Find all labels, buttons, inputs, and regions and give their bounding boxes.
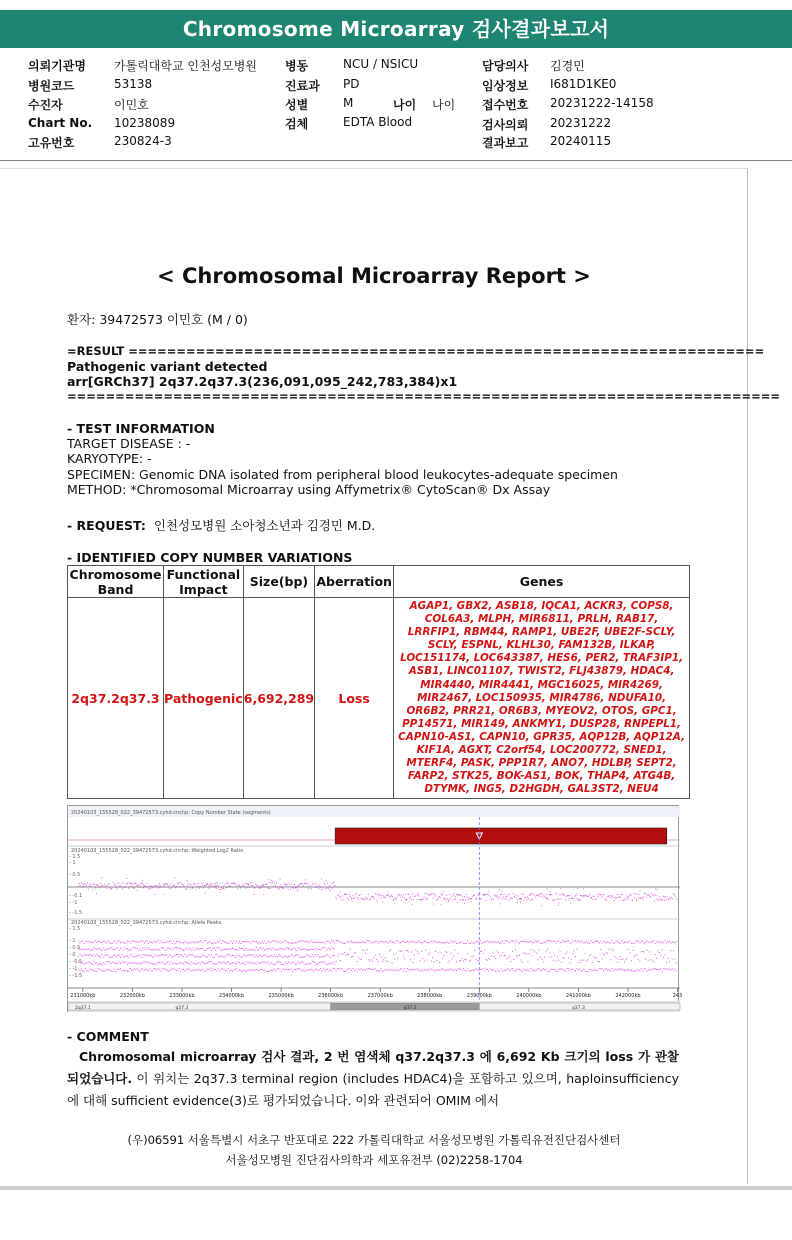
physician-label: 담당의사 <box>482 59 529 73</box>
panel-title-allele-peaks: 20240103_155528_022_39472573.cyhd.cnchp: Allele Peaks <box>71 920 222 926</box>
age-label: 나이 <box>393 98 417 112</box>
log2-ytick-label: - 0.5 <box>69 872 81 878</box>
result-header: =RESULT ================================================================== <box>67 344 765 358</box>
sex-value: M <box>343 96 354 110</box>
col-header-size: Size(bp) <box>243 566 314 598</box>
footer-department: 서울성모병원 진단검사의학과 세포유전부 (02)2258-1704 <box>225 1153 523 1167</box>
col-header-genes: Genes <box>394 566 690 598</box>
allele-ytick-label: - 0.5 <box>69 945 81 951</box>
request-value: 인천성모병원 소아청소년과 김경민 M.D. <box>153 518 376 533</box>
x-tick-label: 231000kb <box>70 993 96 999</box>
chart-no-value: 10238089 <box>114 116 176 130</box>
result-footer: ========================================================================== <box>67 389 781 403</box>
comment-bold: Chromosomal microarray 검사 결과, 2 번 염색체 q37.2q37.3 에 6,692 Kb 크기의 loss 가 관찰되었습니다. <box>67 1049 679 1086</box>
panel-title-log2-ratio: 20240103_155528_022_39472573.cyhd.cnchp: Weighted Log2 Ratio <box>71 848 244 854</box>
cnv-table-header-row <box>68 566 690 598</box>
log2-ytick-label: - -1.5 <box>69 910 83 916</box>
table-row <box>68 598 690 799</box>
cell-size: 6,692,289 <box>243 598 314 799</box>
log2-ytick-label: - 1.5 <box>69 854 81 860</box>
result-arr: arr[GRCh37] 2q37.2q37.3(236,091,095_242,783,384)x1 <box>67 374 458 389</box>
x-tick-label: 239000kb <box>466 993 492 999</box>
test-info-header: - TEST INFORMATION <box>67 421 215 436</box>
patient-name-label: 수진자 <box>28 98 63 112</box>
method-text: METHOD: *Chromosomal Microarray using Affymetrix® CytoScan® Dx Assay <box>67 482 551 497</box>
accession-no-value: 20231222-14158 <box>550 96 654 110</box>
band-label: q37.3 <box>175 1006 189 1011</box>
x-tick-label: 241000kb <box>565 993 591 999</box>
cnv-header: - IDENTIFIED COPY NUMBER VARIATIONS <box>67 550 353 565</box>
patient-name-value: 이민호 <box>114 98 149 112</box>
footer-address: (우)06591 서울특별시 서초구 반포대로 222 가톨릭대학교 서울성모병원 가톨릭유전진단검사센터 <box>127 1133 621 1147</box>
x-tick-label: 235000kb <box>268 993 294 999</box>
log2-ytick-label: - -0.1 <box>69 893 83 899</box>
cell-genes: AGAP1, GBX2, ASB18, IQCA1, ACKR3, COPS8, COL6A3, MLPH, MIR6811, PRLH, RAB17, LRRFIP1, RBM44, RAMP1, UBE2F, UBE2F-SCLY, SCLY, ESPNL, KLHL30, FAM132B, ILKAP, LOC151174, LOC643387, HES6, PER2, TRAF3IP1, ASB1, LINC01107, TWIST2, FLJ43879, HDAC4, MIR4440, MIR4441, MGC16025, MIR4269, MIR2467, LOC150935, MIR4786, NDUFA10, OR6B2, PRR21, OR6B3, MYEOV2, OTOS, GPC1, PP14571, MIR149, ANKMY1, DUSP28, RNPEPL1, CAPN10-AS1, CAPN10, GPR35, AQP12B, AQP12A, KIF1A, AGXT, C2orf54, LOC200772, SNED1, MTERF4, PASK, PPP1R7, ANO7, HDLBP, SEPT2, FARP2, STK25, BOK-AS1, BOK, THAP4, ATG4B, DTYMK, ING5, D2HGDH, GAL3ST2, NEU4 <box>394 598 690 799</box>
referring-institution-label: 의뢰기관명 <box>28 59 86 73</box>
cell-aberration: Loss <box>315 598 394 799</box>
report-date-value: 20240115 <box>550 134 612 148</box>
x-tick-label: 233000kb <box>169 993 195 999</box>
band-label: 2q37.1 <box>74 1006 91 1011</box>
ward-label: 병동 <box>285 59 309 73</box>
allele-ytick-label: - 1.5 <box>69 926 81 932</box>
comment-rest: 이 위치는 2q37.3 terminal region (includes HDAC4)을 포함하고 있으며, haploinsufficiency 에 대해 sufficient evidence(3)로 평가되었습니다. 이와 관련되어 OMIM 에서 <box>67 1071 679 1108</box>
cell-band: 2q37.2q37.3 <box>68 598 164 799</box>
result-detected: Pathogenic variant detected <box>67 359 268 374</box>
x-tick-label: 234000kb <box>218 993 245 999</box>
clinical-info-label: 임상정보 <box>482 79 529 93</box>
x-tick-label: 237000kb <box>367 993 393 999</box>
allele-ytick-label: - 1 <box>69 938 76 944</box>
col-header-aberration: Aberration <box>315 566 394 598</box>
allele-ytick-label: - -1.5 <box>69 973 83 979</box>
unique-id-label: 고유번호 <box>28 136 75 150</box>
request-date-value: 20231222 <box>550 116 612 130</box>
header-divider <box>0 160 792 161</box>
microarray-plot-svg <box>68 806 683 1013</box>
department-label: 진료과 <box>285 79 320 93</box>
band-label: q37.3 <box>571 1006 585 1011</box>
karyotype: KARYOTYPE: - <box>67 451 152 466</box>
sex-label: 성별 <box>285 98 309 112</box>
unique-id-value: 230824-3 <box>114 134 172 148</box>
cnv-table <box>67 565 690 799</box>
x-tick-label: 243 <box>672 993 683 999</box>
x-tick-label: 232000kb <box>119 993 145 999</box>
ward-value: NCU / NSICU <box>343 57 419 71</box>
comment-paragraph <box>67 1046 679 1112</box>
report-banner-title: Chromosome Microarray 검사결과보고서 <box>0 10 792 48</box>
microarray-plot <box>67 805 683 1012</box>
x-tick-label: 236000kb <box>318 993 344 999</box>
hospital-code-label: 병원코드 <box>28 79 75 93</box>
department-value: PD <box>343 77 360 91</box>
chart-no-label: Chart No. <box>28 116 93 130</box>
loss-segment <box>335 828 667 844</box>
age-value: 나이 <box>432 98 456 112</box>
patient-line: 환자: 39472573 이민호 (M / 0) <box>67 312 248 327</box>
allele-ytick-label: - -1 <box>69 966 78 972</box>
referring-institution-value: 가톨릭대학교 인천성모병원 <box>114 59 257 73</box>
comment-header: - COMMENT <box>67 1029 149 1044</box>
band-label: q37.2 <box>403 1006 417 1011</box>
request-label: - REQUEST: <box>67 518 146 533</box>
hospital-code-value: 53138 <box>114 77 153 91</box>
cell-impact: Pathogenic <box>164 598 244 799</box>
x-tick-label: 238000kb <box>417 993 443 999</box>
allele-ytick-label: - 0 <box>69 952 76 958</box>
specimen-text: SPECIMEN: Genomic DNA isolated from peripheral blood leukocytes-adequate specimen <box>67 467 618 482</box>
request-date-label: 검사의뢰 <box>482 118 529 132</box>
allele-ytick-label: - -0.5 <box>69 959 83 965</box>
col-header-band: Chromosome Band <box>68 566 164 598</box>
target-disease: TARGET DISEASE : - <box>67 436 191 451</box>
panel-title-copy-number: 20240103_155528_022_39472573.cyhd.cnchp: Copy Number State (segments) <box>71 810 271 816</box>
chromosome-band <box>68 1003 331 1010</box>
page-bottom-divider <box>0 1186 792 1190</box>
specimen-value: EDTA Blood <box>343 115 413 129</box>
clinical-info-value: I681D1KE0 <box>550 77 617 91</box>
report-title: < Chromosomal Microarray Report > <box>157 264 591 288</box>
request-line <box>67 516 375 534</box>
log2-ytick-label: - -1 <box>69 900 78 906</box>
x-tick-label: 242000kb <box>615 993 641 999</box>
log2-ytick-label: - 1 <box>69 860 76 866</box>
report-date-label: 결과보고 <box>482 136 529 150</box>
physician-value: 김경민 <box>550 59 585 73</box>
x-tick-label: 240000kb <box>516 993 542 999</box>
accession-no-label: 접수번호 <box>482 98 529 112</box>
specimen-label: 검체 <box>285 117 309 131</box>
col-header-impact: Functional Impact <box>164 566 244 598</box>
